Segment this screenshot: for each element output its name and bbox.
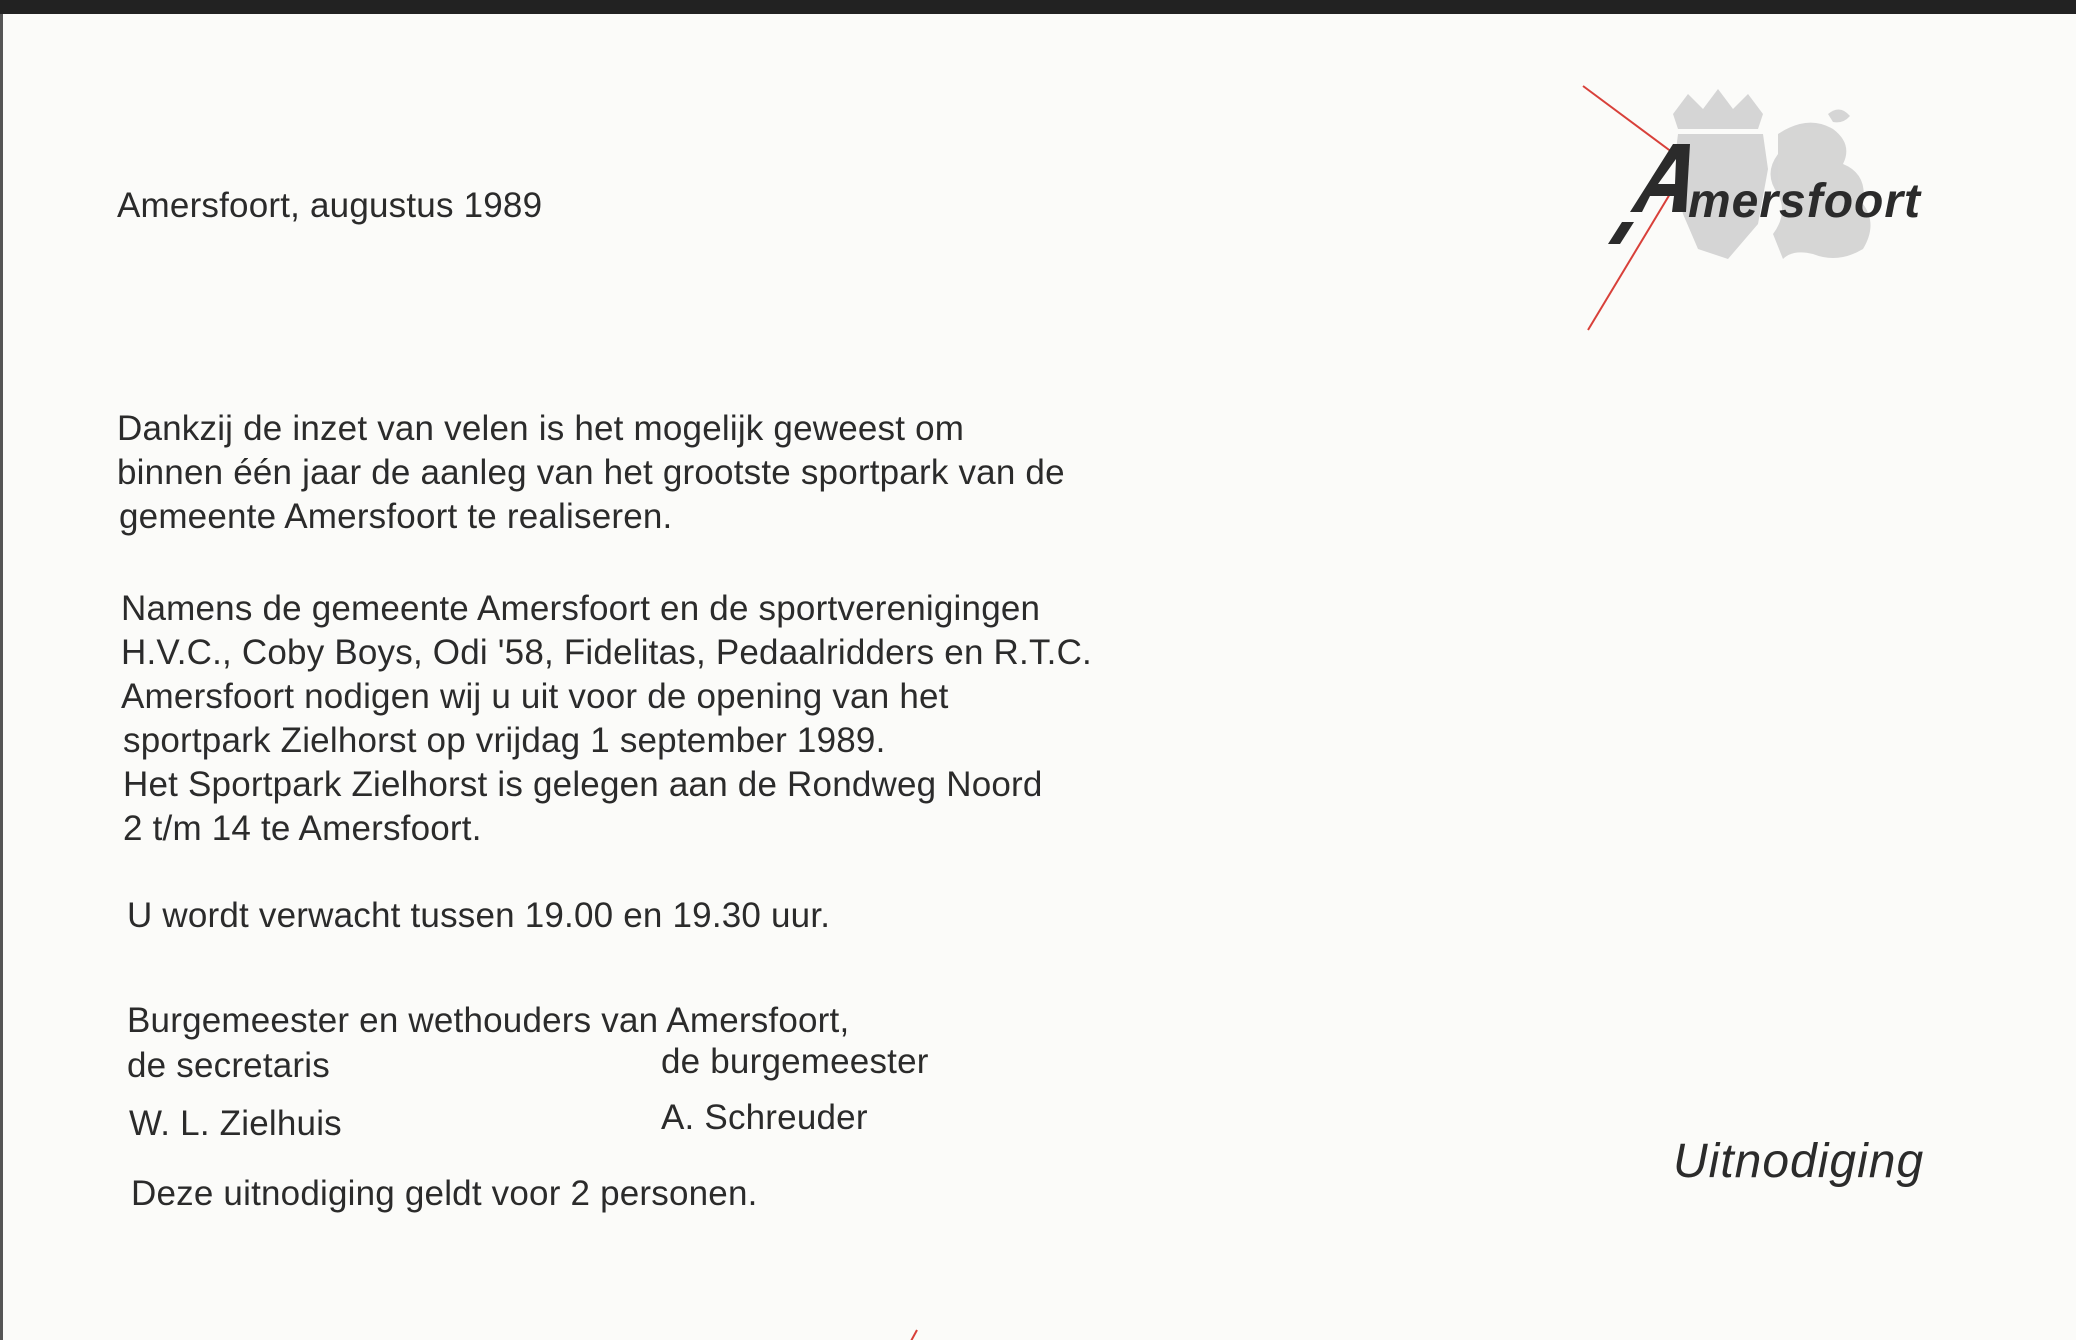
paragraph-1-line-2: binnen één jaar de aanleg van het grootste sportpark van de xyxy=(117,453,1065,492)
paragraph-1-line-3: gemeente Amersfoort te realiseren. xyxy=(119,497,673,536)
paragraph-2-line-2: H.V.C., Coby Boys, Odi '58, Fidelitas, Pedaalridders en R.T.C. xyxy=(121,633,1092,672)
mayor-name: A. Schreuder xyxy=(661,1098,868,1137)
secretary-title: de secretaris xyxy=(127,1046,330,1085)
red-line-mark-icon xyxy=(903,1324,933,1340)
paragraph-2-line-4: sportpark Zielhorst op vrijdag 1 september 1989. xyxy=(123,721,886,760)
logo-wordmark: mersfoort xyxy=(1688,175,1922,228)
scan-top-border xyxy=(0,0,2076,14)
invitation-title: Uitnodiging xyxy=(1673,1135,1925,1188)
arrival-time: U wordt verwacht tussen 19.00 en 19.30 uur. xyxy=(127,896,831,935)
invitation-sheet xyxy=(3,14,2076,1340)
date-line: Amersfoort, augustus 1989 xyxy=(117,186,543,225)
paragraph-2-line-3: Amersfoort nodigen wij u uit voor de opening van het xyxy=(121,677,949,716)
signoff-line: Burgemeester en wethouders van Amersfoort, xyxy=(127,1001,850,1040)
guest-note: Deze uitnodiging geldt voor 2 personen. xyxy=(131,1174,758,1213)
amersfoort-logo xyxy=(1578,74,1958,344)
secretary-name: W. L. Zielhuis xyxy=(129,1104,342,1143)
mayor-title: de burgemeester xyxy=(661,1042,929,1081)
paragraph-1-line-1: Dankzij de inzet van velen is het mogelijk geweest om xyxy=(117,409,965,448)
paragraph-2-line-1: Namens de gemeente Amersfoort en de sportverenigingen xyxy=(121,589,1041,628)
paragraph-2-line-5: Het Sportpark Zielhorst is gelegen aan de Rondweg Noord xyxy=(123,765,1043,804)
paragraph-2-line-6: 2 t/m 14 te Amersfoort. xyxy=(123,809,482,848)
